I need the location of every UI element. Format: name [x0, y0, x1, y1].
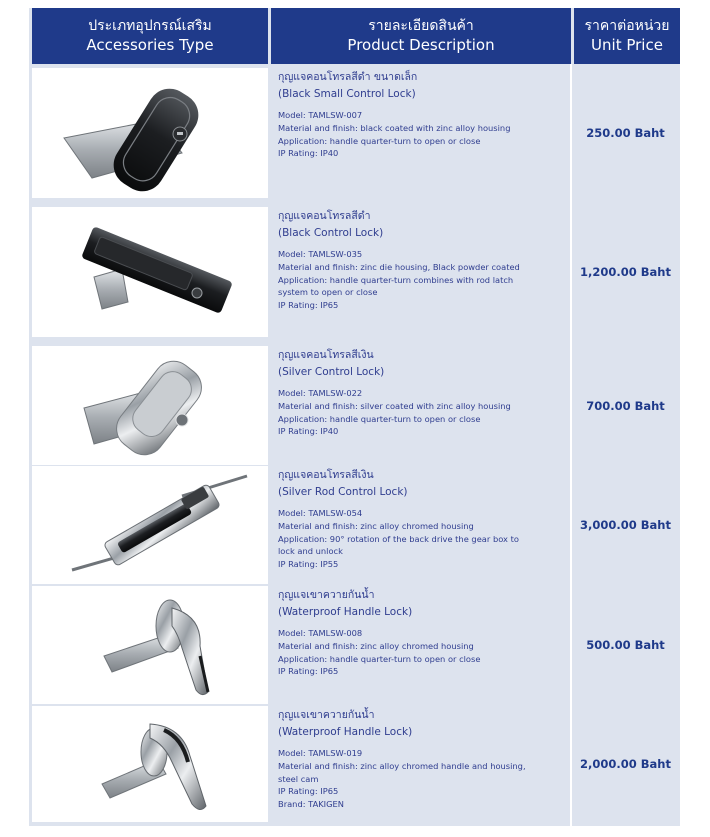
- column-divider: [570, 64, 572, 826]
- unit-price: 1,200.00 Baht: [580, 265, 671, 279]
- spec-line: IP Rating: IP65: [278, 300, 339, 311]
- spec-line: IP Rating: IP65: [278, 666, 339, 677]
- waterproof-handle-lock-takigen-image: [32, 706, 268, 822]
- product-title-thai: กุญแจคอนโทรลสีเงิน: [278, 469, 374, 481]
- spec-line: Material and finish: zinc alloy chromed housing: [278, 520, 474, 531]
- spec-line: steel cam: [278, 773, 319, 784]
- header-col3-english: Unit Price: [591, 36, 663, 54]
- spec-line: Material and finish: zinc alloy chromed housing: [278, 640, 474, 651]
- spec-line: Model: TAMLSW-035: [278, 249, 363, 259]
- table-row: [29, 207, 680, 337]
- spec-line: Model: TAMLSW-008: [278, 628, 363, 638]
- spec-line: IP Rating: IP40: [278, 148, 339, 159]
- table-row: [29, 706, 680, 822]
- header-col1-thai: ประเภทอุปกรณ์เสริม: [88, 18, 212, 34]
- product-description: [278, 466, 568, 571]
- product-title-thai: กุญแจเขาควายกันน้ำ: [278, 709, 375, 721]
- unit-price: 500.00 Baht: [586, 638, 665, 652]
- unit-price: 250.00 Baht: [586, 126, 665, 140]
- product-title-english: (Waterproof Handle Lock): [278, 606, 413, 618]
- spec-line: Application: handle quarter-turn to open or close: [278, 413, 481, 424]
- spec-line: IP Rating: IP55: [278, 559, 339, 570]
- table-row: [29, 68, 680, 198]
- spec-line: Model: TAMLSW-019: [278, 748, 363, 758]
- spec-line: Model: TAMLSW-022: [278, 388, 363, 398]
- product-description: [278, 346, 568, 438]
- product-title-thai: กุญแจคอนโทรลสีเงิน: [278, 349, 374, 361]
- waterproof-handle-lock-image: [32, 586, 268, 704]
- spec-line: IP Rating: IP65: [278, 786, 339, 797]
- spec-line: system to open or close: [278, 287, 378, 298]
- product-title-english: (Waterproof Handle Lock): [278, 726, 413, 738]
- spec-line: lock and unlock: [278, 546, 343, 557]
- spec-line: Material and finish: black coated with zinc alloy housing: [278, 122, 511, 133]
- product-title-english: (Silver Rod Control Lock): [278, 486, 408, 498]
- spec-line: Model: TAMLSW-054: [278, 508, 363, 518]
- product-description: [278, 586, 568, 678]
- product-title-english: (Black Control Lock): [278, 227, 384, 239]
- spec-line: Model: TAMLSW-007: [278, 110, 363, 120]
- header-col3-thai: ราคาต่อหน่วย: [584, 18, 670, 34]
- table-row: [29, 586, 680, 704]
- product-description: [278, 207, 568, 312]
- product-title-thai: กุญแจเขาควายกันน้ำ: [278, 589, 375, 601]
- product-table: [29, 8, 680, 826]
- black-control-lock-image: [32, 207, 268, 337]
- spec-line: Material and finish: zinc die housing, Black powder coated: [278, 261, 520, 272]
- spec-line: IP Rating: IP40: [278, 426, 339, 437]
- header-accessories-type: [32, 8, 268, 64]
- table-row: [29, 466, 680, 584]
- product-title-thai: กุญแจคอนโทรลสีดำ ขนาดเล็ก: [278, 71, 418, 83]
- header-unit-price: [574, 8, 680, 64]
- product-description: [278, 68, 568, 160]
- spec-line: Material and finish: silver coated with zinc alloy housing: [278, 400, 511, 411]
- product-title-english: (Silver Control Lock): [278, 366, 385, 378]
- table-row: [29, 346, 680, 465]
- silver-control-lock-image: [32, 346, 268, 465]
- unit-price: 3,000.00 Baht: [580, 518, 671, 532]
- header-col1-english: Accessories Type: [86, 36, 214, 54]
- spec-line: Material and finish: zinc alloy chromed handle and housing,: [278, 760, 526, 771]
- spec-line: Application: handle quarter-turn combines with rod latch: [278, 274, 514, 285]
- silver-rod-control-lock-image: [32, 466, 268, 584]
- unit-price: 2,000.00 Baht: [580, 757, 671, 771]
- product-title-thai: กุญแจคอนโทรลสีดำ: [278, 210, 371, 222]
- product-description: [278, 706, 568, 811]
- black-small-control-lock-image: [32, 68, 268, 198]
- header-col2-thai: รายละเอียดสินค้า: [368, 18, 474, 34]
- spec-line: Application: 90° rotation of the back drive the gear box to: [278, 533, 519, 544]
- product-title-english: (Black Small Control Lock): [278, 88, 416, 100]
- header-col2-english: Product Description: [347, 36, 495, 54]
- header-product-description: [271, 8, 571, 64]
- unit-price: 700.00 Baht: [586, 398, 665, 413]
- spec-line: Application: handle quarter-turn to open or close: [278, 135, 481, 146]
- spec-line: Application: handle quarter-turn to open or close: [278, 653, 481, 664]
- spec-line: Brand: TAKIGEN: [278, 799, 345, 810]
